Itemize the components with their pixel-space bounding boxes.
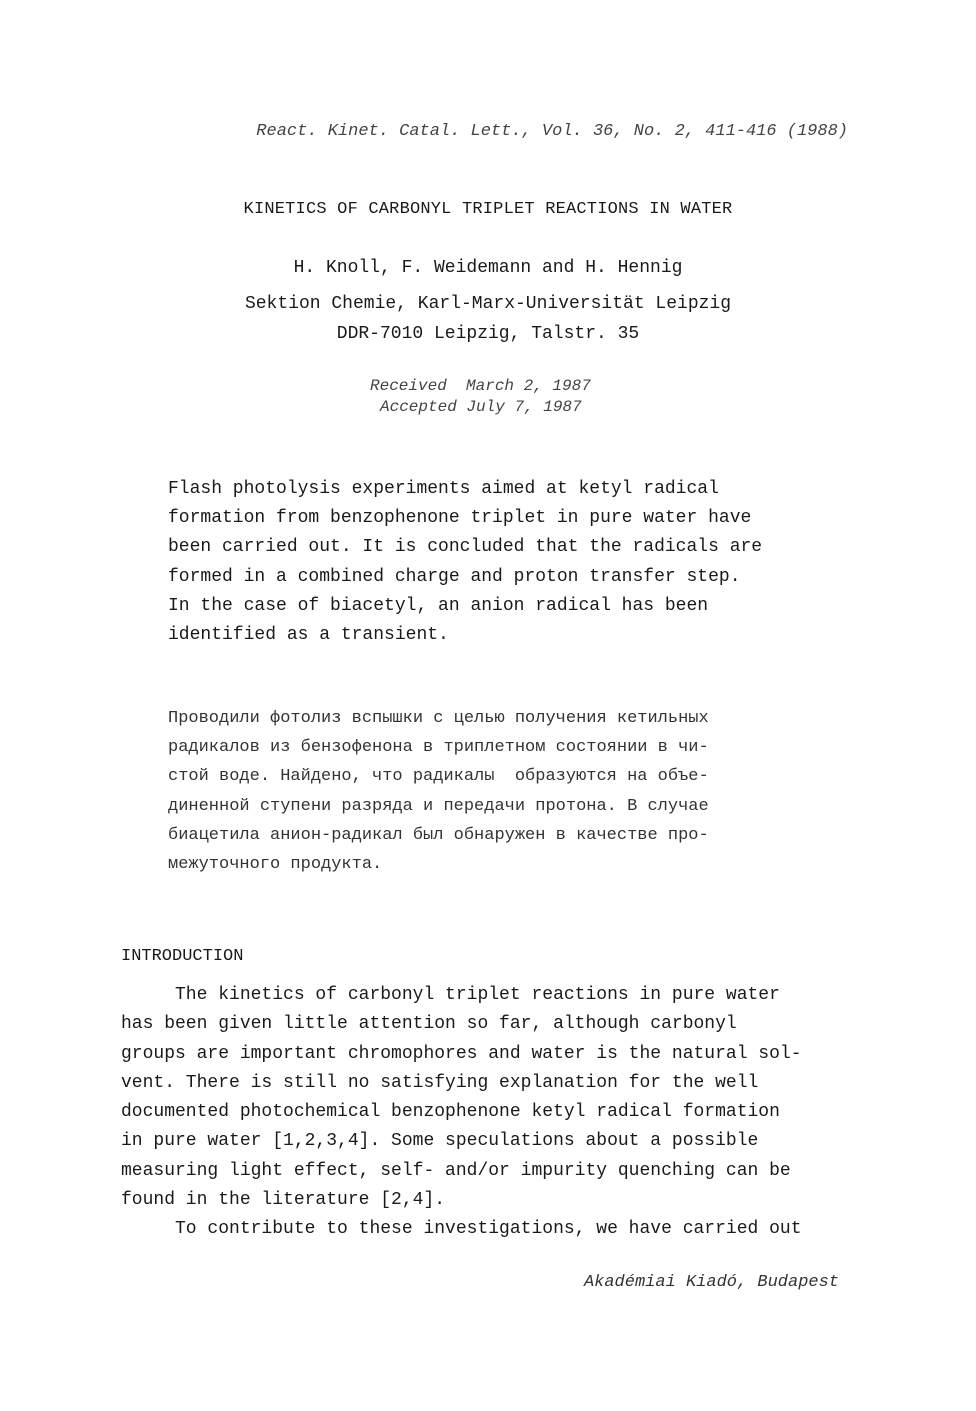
section-heading-introduction: INTRODUCTION [121,947,244,966]
body-line: The kinetics of carbonyl triplet reactions in pure water [121,985,780,1005]
abstract-english [168,475,762,650]
body-line: To contribute to these investigations, we have carried out [121,1219,802,1240]
abstract-line: биацетила анион-радикал был обнаружен в качестве про- [168,825,709,845]
body-line: measuring light effect, self- and/or impurity quenching can be [121,1160,791,1181]
body-line: groups are important chromophores and water is the natural sol- [121,1043,802,1064]
affiliation-address: DDR-7010 Leipzig, Talstr. 35 [336,324,640,344]
journal-citation: React. Kinet. Catal. Lett., Vol. 36, No. 2, 411-416 (1988) [256,122,848,141]
abstract-line: formed in a combined charge and proton transfer step. [168,566,741,587]
abstract-line: стой воде. Найдено, что радикалы образуются на объе- [168,767,709,787]
body-line: has been given little attention so far, although carbonyl [121,1014,737,1035]
abstract-line: been carried out. It is concluded that the radicals are [168,537,763,558]
body-line: in pure water [1,2,3,4]. Some speculations about a possible [121,1131,759,1152]
abstract-line: Проводили фотолиз вспышки с целью получения кетильных [168,709,709,728]
body-line: documented photochemical benzophenone ketyl radical formation [121,1102,780,1123]
abstract-line: In the case of biacetyl, an anion radical has been [168,595,709,616]
abstract-line: formation from benzophenone triplet in pure water have [168,508,752,529]
accepted-date: Accepted July 7, 1987 [380,398,582,416]
abstract-russian [168,704,709,879]
abstract-line: Flash photolysis experiments aimed at ketyl radical [168,479,719,499]
body-line: vent. There is still no satisfying explanation for the well [121,1072,759,1093]
body-line: found in the literature [2,4]. [121,1190,446,1211]
author-list: H. Knoll, F. Weidemann and H. Hennig [293,258,683,278]
introduction-body [121,981,802,1245]
abstract-line: диненной ступени разряда и передачи протона. В случае [168,796,709,816]
abstract-line: межуточного продукта. [168,854,383,874]
abstract-line: identified as a transient. [168,624,449,645]
publisher-footer: Akadémiai Kiadó, Budapest [583,1273,839,1292]
affiliation-institution: Sektion Chemie, Karl-Marx-Universität Leipzig [244,294,732,314]
article-title: KINETICS OF CARBONYL TRIPLET REACTIONS IN WATER [243,200,733,219]
received-date: Received March 2, 1987 [370,377,591,395]
abstract-line: радикалов из бензофенона в триплетном состоянии в чи- [168,738,709,758]
